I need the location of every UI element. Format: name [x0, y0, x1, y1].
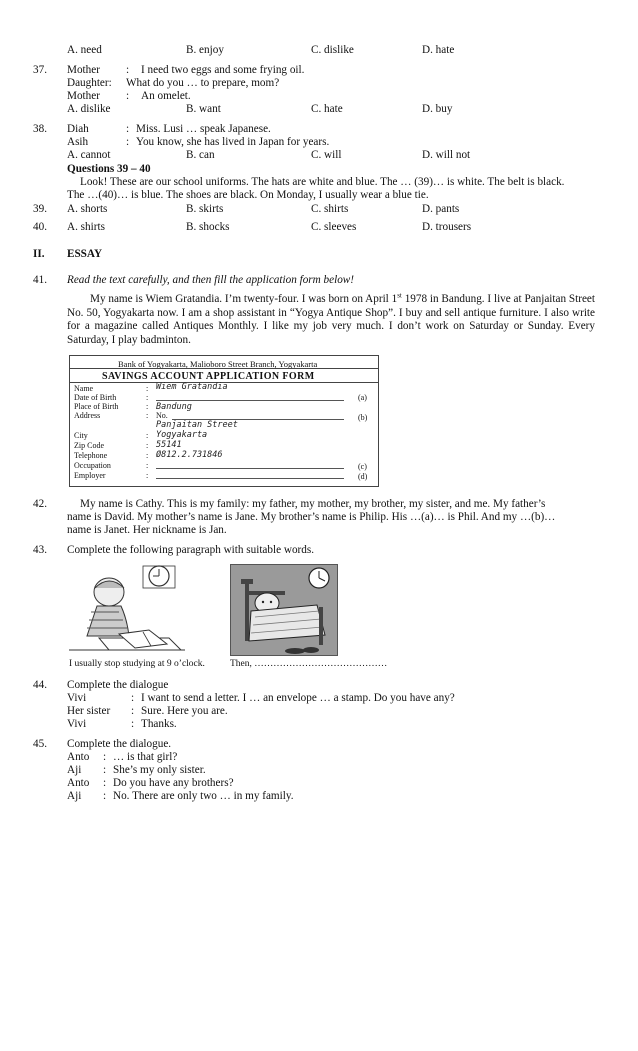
option-b: B. enjoy: [186, 44, 224, 56]
q45-title-row: [0, 738, 638, 751]
instruction: Read the text carefully, and then fill the application form below!: [67, 274, 354, 286]
passage-line-2: The …(40)… is blue. The shoes are black. On Monday, I usually wear a blue tie.: [67, 189, 429, 201]
speaker: Vivi: [67, 692, 87, 704]
colon: :: [146, 402, 149, 411]
option-d: D. buy: [422, 103, 453, 115]
form-divider: [70, 368, 378, 369]
dialogue-text: … is that girl?: [113, 751, 178, 763]
sleeping-illustration: [230, 564, 338, 656]
q44-line-2: [0, 705, 638, 718]
blank-line: [156, 478, 344, 479]
section-heading: [0, 248, 638, 261]
field-value-address-no: No.: [156, 411, 168, 420]
speaker: Anto: [67, 751, 90, 763]
dialogue-text: An omelet.: [141, 90, 191, 102]
dialogue-text: Thanks.: [141, 718, 177, 730]
q42-line-3: name is Janet. Her nickname is Jan.: [67, 524, 227, 536]
q45-line-3: [0, 777, 638, 790]
question-number: 44.: [33, 679, 47, 691]
q44-title-row: [0, 679, 638, 692]
caption-right: Then, ……………………………………: [230, 659, 388, 669]
colon: :: [126, 64, 130, 76]
blank-line: [156, 468, 344, 469]
dialogue-text: Do you have any brothers?: [113, 777, 234, 789]
bank-name: Bank of Yogyakarta, Malioboro Street Branch, Yogyakarta: [118, 359, 318, 369]
colon: :: [146, 451, 149, 460]
colon: :: [146, 393, 149, 402]
paragraph-rest: 1978 in Bandung. I live at Panjaitan Street No. 50, Yogyakarta now. I am a shop assistant in “Yogya Antique Shop”. I buy and sell antique furniture. I also write for a magazine called Antiques Monthly. I like my job very much. I don’t work on Saturday or Sunday. Every Saturday, I play badminton.: [67, 293, 595, 346]
field-label-occupation: Occupation: [74, 461, 111, 470]
form-title: SAVINGS ACCOUNT APPLICATION FORM: [102, 371, 315, 382]
application-form: [69, 355, 379, 487]
paragraph-start: My name is Wiem Gratandia. I’m twenty-four. I was born on April 1: [90, 293, 398, 305]
colon: :: [131, 692, 135, 704]
question-number: 40.: [33, 221, 47, 233]
option-d: D. pants: [422, 203, 460, 215]
colon: :: [103, 751, 107, 763]
colon: :: [131, 705, 135, 717]
question-number: 41.: [33, 274, 47, 286]
question-number: 43.: [33, 544, 47, 556]
blank-line: [156, 400, 344, 401]
colon: :: [103, 790, 107, 802]
q38-line-1: [0, 123, 638, 136]
option-b: B. can: [186, 149, 215, 161]
field-label-city: City: [74, 431, 88, 440]
q38-options: [0, 149, 638, 162]
section-title: ESSAY: [67, 248, 103, 260]
option-d: D. trousers: [422, 221, 472, 233]
q45-line-2: [0, 764, 638, 777]
colon: :: [146, 441, 149, 450]
q43-row: [0, 544, 638, 557]
field-label-employer: Employer: [74, 471, 106, 480]
q45-line-1: [0, 751, 638, 764]
child-studying-picture: [69, 564, 185, 652]
dialogue-text: What do you … to prepare, mom?: [126, 77, 280, 89]
colon: :: [126, 136, 130, 148]
speaker: Asih: [67, 136, 89, 148]
dialogue-text: Miss. Lusi … speak Japanese.: [136, 123, 271, 135]
option-d: D. will not: [422, 149, 471, 161]
option-c: C. hate: [311, 103, 343, 115]
option-a: A. shorts: [67, 203, 108, 215]
blank-mark-a: (a): [358, 393, 367, 402]
dialogue-text: She’s my only sister.: [113, 764, 206, 776]
colon: :: [103, 764, 107, 776]
speaker: Aji: [67, 790, 82, 802]
field-label-place-of-birth: Place of Birth: [74, 402, 119, 411]
section-number: II.: [33, 248, 45, 260]
colon: :: [146, 411, 149, 420]
q45-line-4: [0, 790, 638, 803]
studying-illustration: [69, 564, 185, 652]
colon: :: [126, 90, 130, 102]
question-number: 45.: [33, 738, 47, 750]
colon: :: [103, 777, 107, 789]
blank-mark-c: (c): [358, 462, 367, 471]
dialogue-text: I want to send a letter. I … an envelope … a stamp. Do you have any?: [141, 692, 455, 704]
field-label-address: Address: [74, 411, 101, 420]
speaker: Diah: [67, 123, 89, 135]
q43-text: Complete the following paragraph with suitable words.: [67, 544, 315, 556]
option-d: D. hate: [422, 44, 455, 56]
speaker: Her sister: [67, 705, 111, 717]
questions-39-40-heading: Questions 39 – 40: [67, 163, 151, 175]
q39-options: [0, 203, 638, 216]
colon: :: [126, 123, 130, 135]
speaker: Vivi: [67, 718, 87, 730]
speaker: Anto: [67, 777, 90, 789]
field-label-zip-code: Zip Code: [74, 441, 104, 450]
q38-line-2: [0, 136, 638, 149]
option-a: A. dislike: [67, 103, 111, 115]
dialogue-text: Sure. Here you are.: [141, 705, 228, 717]
colon: :: [131, 718, 135, 730]
q40-options: [0, 221, 638, 234]
q37-line-2: [0, 77, 638, 90]
option-c: C. dislike: [311, 44, 354, 56]
field-label-telephone: Telephone: [74, 451, 108, 460]
question-number: 39.: [33, 203, 47, 215]
speaker: Mother: [67, 90, 100, 102]
q44-title: Complete the dialogue: [67, 679, 169, 691]
option-b: B. want: [186, 103, 221, 115]
option-c: C. shirts: [311, 203, 349, 215]
question-number-42: 42.: [33, 498, 47, 510]
dialogue-text: I need two eggs and some frying oil.: [141, 64, 305, 76]
option-b: B. shocks: [186, 221, 230, 233]
speaker: Mother: [67, 64, 100, 76]
child-in-bed-picture: [231, 565, 337, 655]
field-label-date-of-birth: Date of Birth: [74, 393, 117, 402]
blank-mark-d: (d): [358, 472, 368, 481]
option-a: A. shirts: [67, 221, 105, 233]
field-value-street: Panjaitan Street: [156, 420, 238, 430]
field-label-name: Name: [74, 384, 94, 393]
q42-line-2: name is David. My mother’s name is Jane. My brother’s name is Philip. His …(a)… is Phil. And my …(b)…: [67, 511, 556, 523]
field-value-place-of-birth: Bandung: [156, 402, 192, 412]
q45-title: Complete the dialogue.: [67, 738, 172, 750]
q41-paragraph: [67, 293, 595, 347]
blank-mark-b: (b): [358, 413, 368, 422]
colon: :: [146, 384, 149, 393]
q36-options: [0, 44, 638, 57]
option-c: C. sleeves: [311, 221, 357, 233]
option-a: A. need: [67, 44, 102, 56]
field-value-telephone: Ø812.2.731846: [156, 450, 223, 460]
question-number: 38.: [33, 123, 47, 135]
speaker: Daughter:: [67, 77, 112, 89]
q41-instruction-row: [0, 274, 638, 287]
ordinal-suffix: st: [397, 291, 402, 300]
caption-left: I usually stop studying at 9 o’clock.: [69, 659, 205, 669]
speaker: Aji: [67, 764, 82, 776]
option-a: A. cannot: [67, 149, 111, 161]
q37-line-1: [0, 64, 638, 77]
question-number: 37.: [33, 64, 47, 76]
colon: :: [146, 471, 149, 480]
q37-options: [0, 103, 638, 116]
field-value-city: Yogyakarta: [156, 430, 208, 440]
option-b: B. skirts: [186, 203, 224, 215]
q44-line-1: [0, 692, 638, 705]
colon: :: [146, 461, 149, 470]
field-value-zip-code: 55141: [156, 440, 182, 450]
colon: :: [146, 431, 149, 440]
dialogue-text: No. There are only two … in my family.: [113, 790, 294, 802]
q37-line-3: [0, 90, 638, 103]
field-value-name: Wiem Gratandia: [156, 382, 228, 392]
dialogue-text: You know, she has lived in Japan for years.: [136, 136, 330, 148]
q42-line-1: My name is Cathy. This is my family: my father, my mother, my brother, my sister, and me. My father’s: [80, 498, 546, 510]
q44-line-3: [0, 718, 638, 731]
option-c: C. will: [311, 149, 342, 161]
passage-line-1: Look! These are our school uniforms. The hats are white and blue. The … (39)… is white. The belt is black.: [80, 176, 565, 188]
